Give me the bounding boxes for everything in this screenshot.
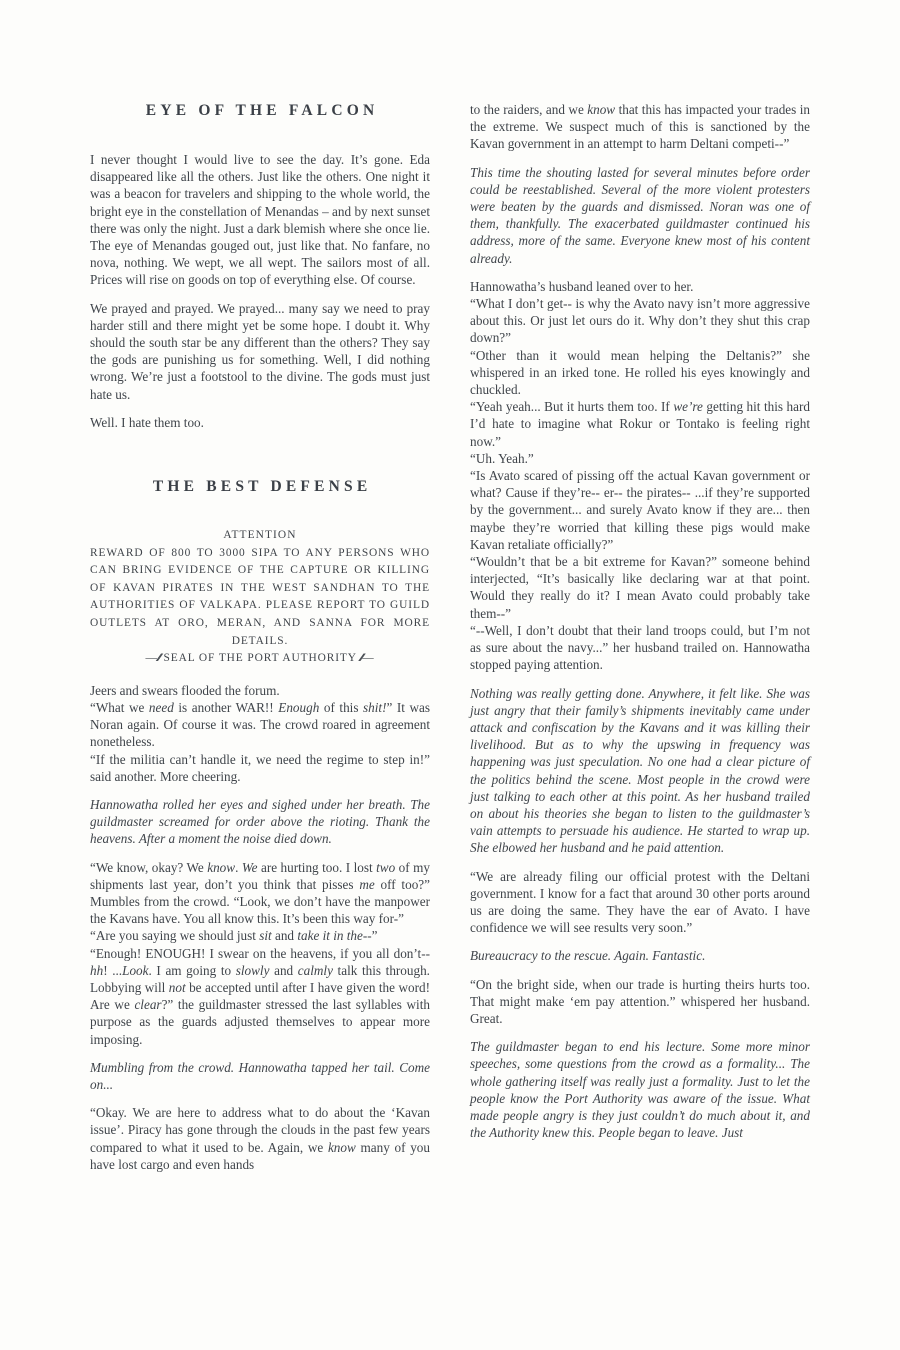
right-column (470, 95, 810, 1184)
chapter-title-eye-of-the-falcon: EYE OF THE FALCON (145, 102, 379, 119)
notice-body: REWARD OF 800 TO 3000 SIPA TO ANY PERSONS WHO CAN BRING EVIDENCE OF THE CAPTURE OR KILLING OF KAVAN PIRATES IN THE WEST SANDHAN TO THE AUTHORITIES OF VALKAPA. PLEASE REPORT TO GUILD OUTLETS AT ORO, MERAN, AND SANNA FOR MORE DETAILS. (90, 546, 430, 647)
notice-seal-line (90, 650, 430, 668)
narration-paragraph: Nothing was really getting done. Anywhere, it felt like. She was just angry that their family’s shipments inevitably came under attack and confiscation by the Kavans and it was killing their livelihood. But as to why the upswing in frequency was happening was just speculation. No one had a clear picture of the politics behind the scene. Most people in the crowd were just talking to each other at this point. As her husband trailed on about his theories she began to listen to the guildmaster’s vain attempts to persuade his audience. He started to wrap up. She elbowed her husband and he paid attention. (470, 685, 810, 856)
dialogue-block (470, 278, 810, 674)
narration-paragraph: The guildmaster began to end his lecture. Some more minor speeches, some questions from the crowd as a formality... The whole gathering itself was really just a formality. Just to let the people know the Port Authority was aware of the issue. What made people angry is they just couldn’t do much about it, and the Authority knew this. People began to leave. Just (470, 1039, 810, 1141)
narration-paragraph: Hannowatha rolled her eyes and sighed under her breath. The guildmaster screamed for order above the rioting. Thank the heavens. After a moment the noise died down. (90, 797, 430, 847)
paragraph: “Okay. We are here to address what to do about the ‘Kavan issue’. Piracy has gone through the clouds in the past few years compared to what it used to be. Again, we know many of you have lost cargo and even hands (90, 1105, 430, 1172)
notice-title: ATTENTION (223, 529, 297, 542)
seal-hatch-left-icon: ∕∕∕∕∕ (157, 652, 160, 665)
dialogue-line: “--Well, I don’t doubt that their land troops could, but I’m not as sure about the navy...” her husband trailed on. Hannowatha stopped paying attention. (470, 622, 810, 673)
narration-paragraph: Mumbling from the crowd. Hannowatha tapped her tail. Come on... (90, 1059, 430, 1093)
dialogue-line: “Yeah yeah... But it hurts them too. If we’re getting hit this hard I’d hate to imagine what Rokur or Tontako is feeling right now.” (470, 399, 810, 449)
paragraph: to the raiders, and we know that this has impacted your trades in the extreme. We suspect much of this is sanctioned by the Kavan government in an attempt to harm Deltani competi--” (470, 102, 810, 152)
dialogue-line: Jeers and swears flooded the forum. (90, 682, 280, 698)
dialogue-line: “Uh. Yeah.” (470, 450, 534, 466)
paragraph: “We are already filing our official protest with the Deltani government. I know for a fact that around 30 other ports around us are doing the same. They have the ear of Avato. I have confidence we will see results very soon.” (470, 868, 810, 936)
chapter-title-the-best-defense: THE BEST DEFENSE (152, 478, 372, 496)
port-authority-notice (90, 527, 430, 668)
dialogue-block (90, 859, 430, 1048)
left-column (90, 95, 430, 1184)
paragraph: I never thought I would live to see the day. It’s gone. Eda disappeared like all the others. Just like the others. One night it was a beacon for travelers and shipping to the whole world, the bright eye in the constellation of Menandas – and by next sunset there was only the night. Just a dark blemish where she once lie. The eye of Menandas gouged out, just like that. No fanfare, no nova, nothing. We wept, we all wept. The sailors most of all. Prices will rise on goods on top of everything else. Of course. (90, 152, 430, 288)
dialogue-line: “Wouldn’t that be a bit extreme for Kavan?” someone behind interjected, “It’s basically like declaring war at that point. Would they really do it? I mean Avato could probably take them--” (470, 554, 810, 621)
dialogue-line: Hannowatha’s husband leaned over to her. (470, 278, 694, 294)
dialogue-line: “We know, okay? We know. We are hurting too. I lost two of my shipments last year, don’t you think that pisses me off too?” Mumbles from the crowd. “Look, we don’t have the manpower the Kavans have. You all know this. It’s been this way for-” (90, 859, 430, 927)
dialogue-line: “Are you saying we should just sit and take it in the--” (90, 928, 378, 944)
paragraph: Well. I hate them too. (90, 414, 204, 430)
paragraph: We prayed and prayed. We prayed... many say we need to pray harder still and there might yet be some hope. I doubt it. Why should the south star be any different than the others? They say the gods are punishing us for something. Well, I did nothing wrong. We’re just a footstool to the divine. The gods must just hate us. (90, 300, 430, 402)
dialogue-line: “What we need is another WAR!! Enough of this shit!” It was Noran again. Of course it was. The crowd roared in agreement nonetheless. (90, 700, 431, 750)
seal-text: SEAL OF THE PORT AUTHORITY (163, 652, 357, 665)
dialogue-line: “Other than it would mean helping the Deltanis?” she whispered in an irked tone. He rolled his eyes knowingly and chuckled. (470, 347, 810, 398)
seal-hatch-right-icon: ∕∕∕∕∕ (360, 652, 363, 665)
dialogue-line: “Enough! ENOUGH! I swear on the heavens, if you all don’t-- hh! ...Look. I am going to slowly and calmly talk this through. Lobbying will not be accepted until after I have given the word! Are we clear?” the guildmaster stressed the last syllables with purpose as the guards adjusted themselves to appear more imposing. (90, 945, 430, 1047)
seal-dash-right: — (362, 652, 375, 665)
dialogue-line: “Is Avato scared of pissing off the actual Kavan government or what? Cause if they’re-- er-- the pirates-- ...if they’re supported by the government... and surely Avato know if they are... then maybe they’re worried that killing these pigs would make Kavan retaliate officially?” (470, 468, 810, 552)
dialogue-block (90, 682, 430, 785)
dialogue-line: “What I don’t get-- is why the Avato navy isn’t more aggressive about this. Or just let ours do it. Why don’t they shut this crap down?” (470, 296, 810, 346)
dialogue-line: “If the militia can’t handle it, we need the regime to step in!” said another. More cheering. (90, 751, 430, 784)
seal-dash-left: — (145, 652, 158, 665)
narration-paragraph: Bureaucracy to the rescue. Again. Fantastic. (470, 948, 706, 964)
narration-paragraph: This time the shouting lasted for several minutes before order could be reestablished. Several of the more violent protesters were beaten by the guards and dismissed. Noran was one of them, thankfully. The exacerbated guildmaster continued his address, more of the same. Everyone knew most of his content already. (470, 164, 810, 266)
paragraph: “On the bright side, when our trade is hurting theirs hurts too. That might make ‘em pay attention.” whispered her husband. Great. (470, 976, 810, 1026)
